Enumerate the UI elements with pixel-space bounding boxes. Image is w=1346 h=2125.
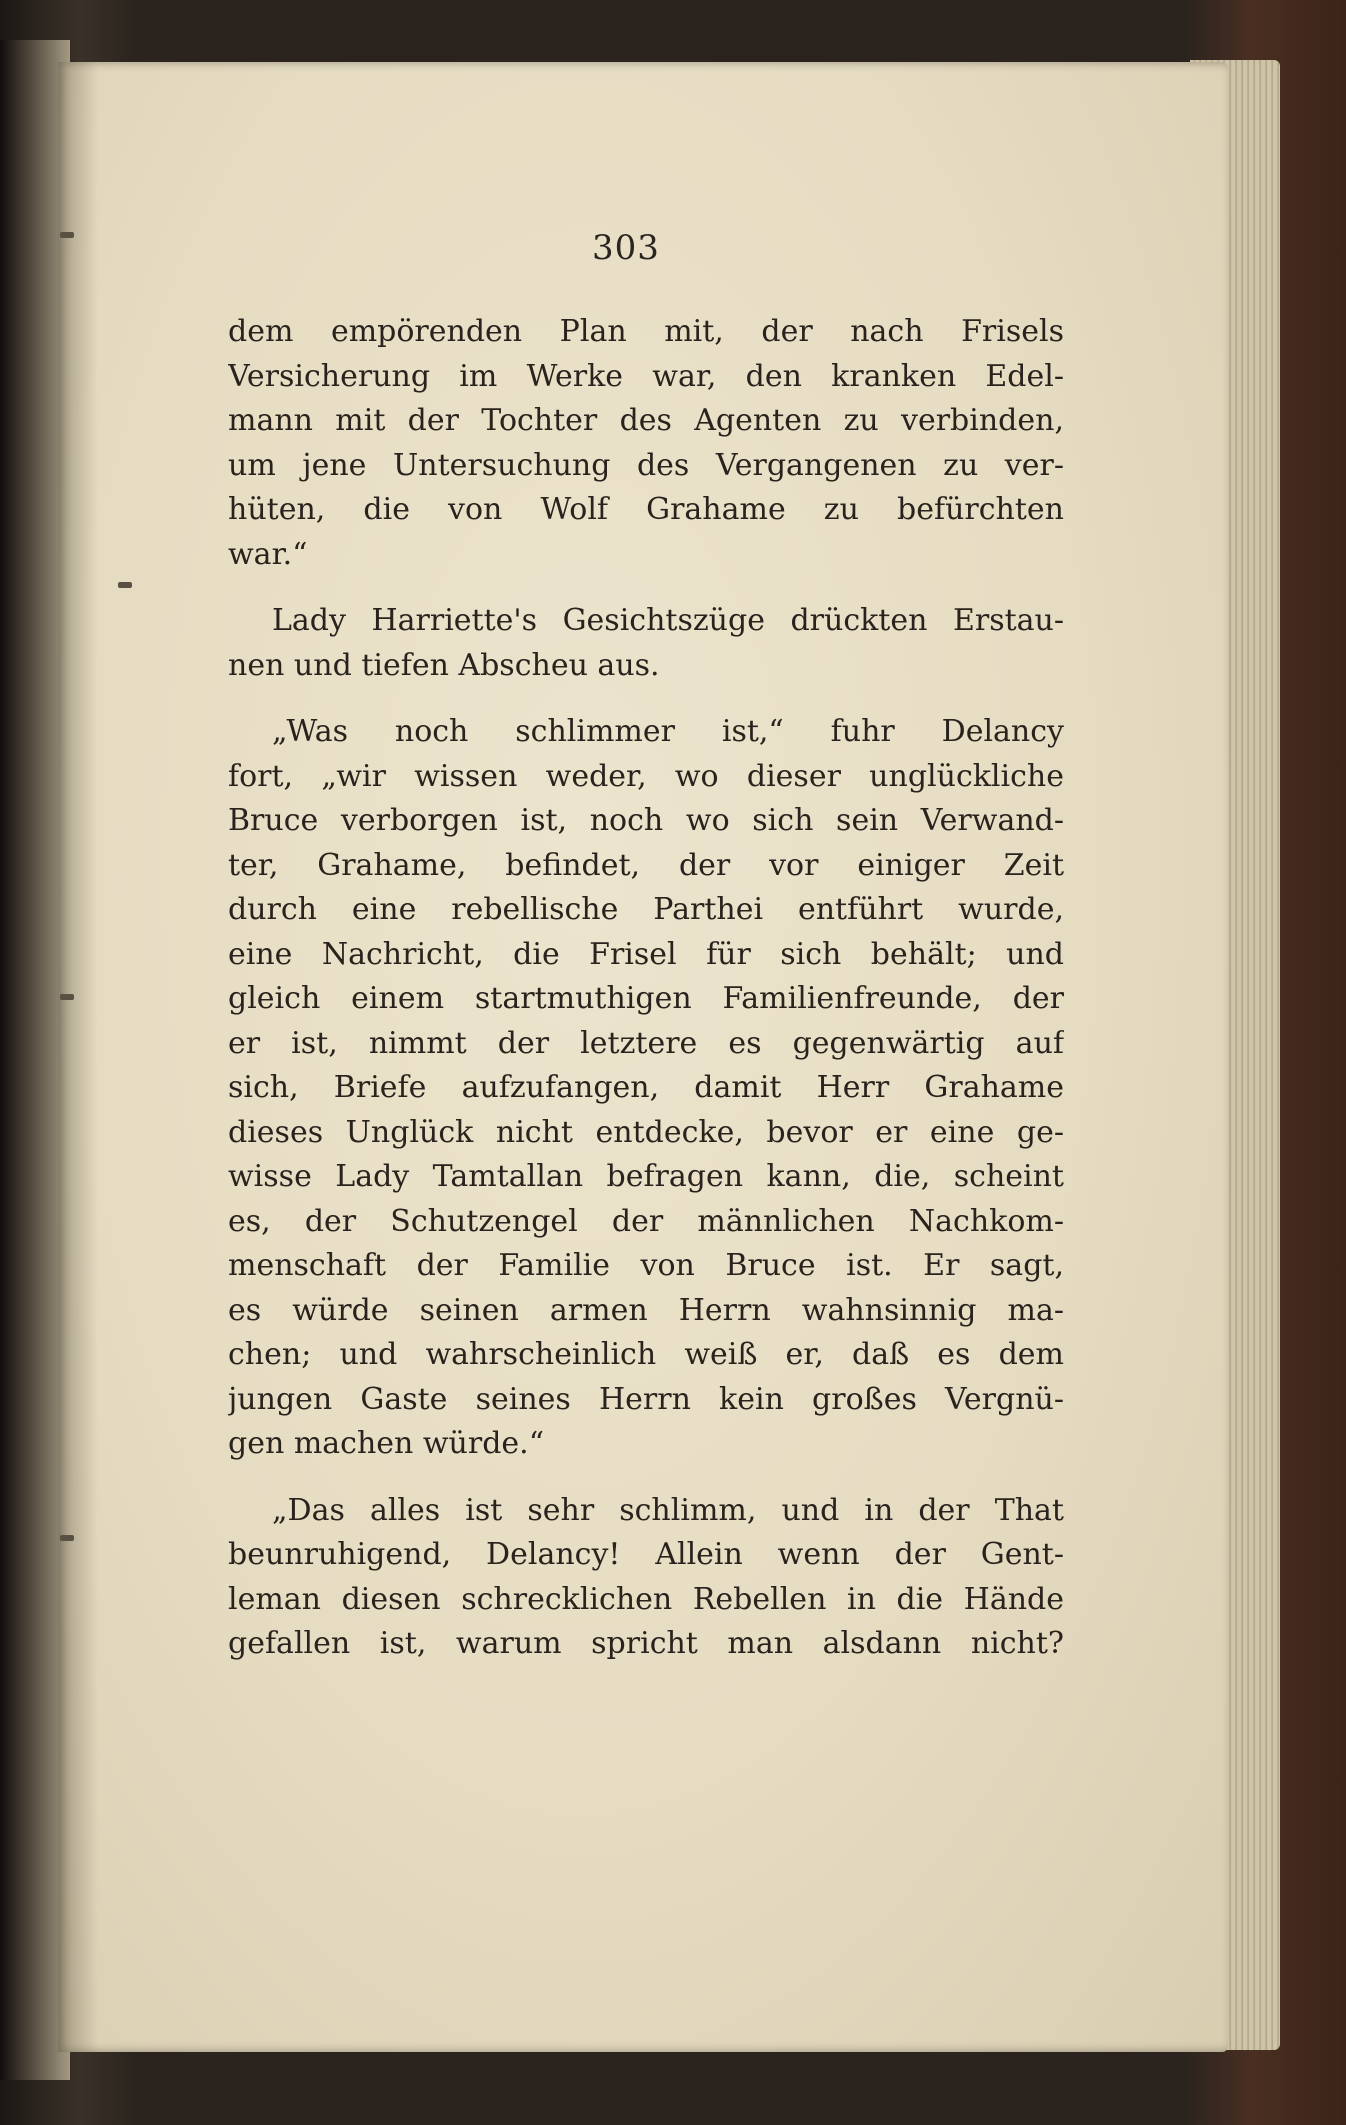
page-number: 303	[592, 228, 660, 268]
text-line: leman diesen schrecklichen Rebellen in die Hände	[228, 1581, 1064, 1617]
page-gutter	[58, 62, 98, 2052]
body-text	[228, 310, 1064, 1667]
text-line: sich, Briefe aufzufangen, damit Herr Grahame	[228, 1070, 1064, 1105]
text-line: mann mit der Tochter des Agenten zu verbinden,	[228, 403, 1064, 438]
text-line: gleich einem startmuthigen Familienfreunde, der	[228, 981, 1064, 1016]
text-line: er ist, nimmt der letztere es gegenwärtig auf	[228, 1025, 1064, 1061]
text-line: dieses Unglück nicht entdecke, bevor er eine ge-	[228, 1114, 1064, 1150]
paragraph	[228, 710, 1064, 1467]
margin-mark	[60, 994, 74, 1000]
text-line: Lady Harriette's Gesichtszüge drückten Erstau-	[272, 603, 1064, 638]
text-line: um jene Untersuchung des Vergangenen zu ver-	[228, 447, 1064, 483]
text-line: es würde seinen armen Herrn wahnsinnig ma-	[228, 1292, 1064, 1328]
text-line: menschaft der Familie von Bruce ist. Er sagt,	[228, 1248, 1064, 1283]
text-line: gen machen würde.“	[228, 1426, 545, 1461]
text-line: jungen Gaste seines Herrn kein großes Vergnü-	[228, 1381, 1064, 1417]
text-line: war.“	[228, 536, 308, 572]
text-line: es, der Schutzengel der männlichen Nachkom-	[228, 1203, 1064, 1239]
text-line: hüten, die von Wolf Grahame zu befürchten	[228, 492, 1064, 527]
text-line: Versicherung im Werke war, den kranken Edel-	[228, 358, 1064, 394]
margin-mark	[118, 582, 132, 588]
text-line: nen und tiefen Abscheu aus.	[228, 647, 660, 683]
text-line: gefallen ist, warum spricht man alsdann nicht?	[228, 1626, 1064, 1661]
paragraph	[228, 599, 1064, 688]
text-line: Bruce verborgen ist, noch wo sich sein Verwand-	[228, 803, 1064, 838]
margin-mark	[60, 1535, 74, 1541]
text-line: durch eine rebellische Parthei entführt wurde,	[228, 892, 1064, 927]
text-line: chen; und wahrscheinlich weiß er, daß es dem	[228, 1337, 1064, 1372]
text-line: eine Nachricht, die Frisel für sich behält; und	[228, 936, 1064, 972]
margin-mark	[60, 232, 74, 238]
text-line: beunruhigend, Delancy! Allein wenn der Gent-	[228, 1537, 1064, 1572]
text-line: wisse Lady Tamtallan befragen kann, die, scheint	[228, 1159, 1064, 1194]
text-line: dem empörenden Plan mit, der nach Frisels	[228, 314, 1064, 349]
text-line: „Was noch schlimmer ist,“ fuhr Delancy	[272, 714, 1064, 749]
paragraph	[228, 1489, 1064, 1667]
text-line: „Das alles ist sehr schlimm, und in der That	[272, 1492, 1064, 1528]
text-line: ter, Grahame, befindet, der vor einiger Zeit	[228, 847, 1064, 883]
text-line: fort, „wir wissen weder, wo dieser unglückliche	[228, 758, 1064, 794]
paragraph	[228, 310, 1064, 577]
